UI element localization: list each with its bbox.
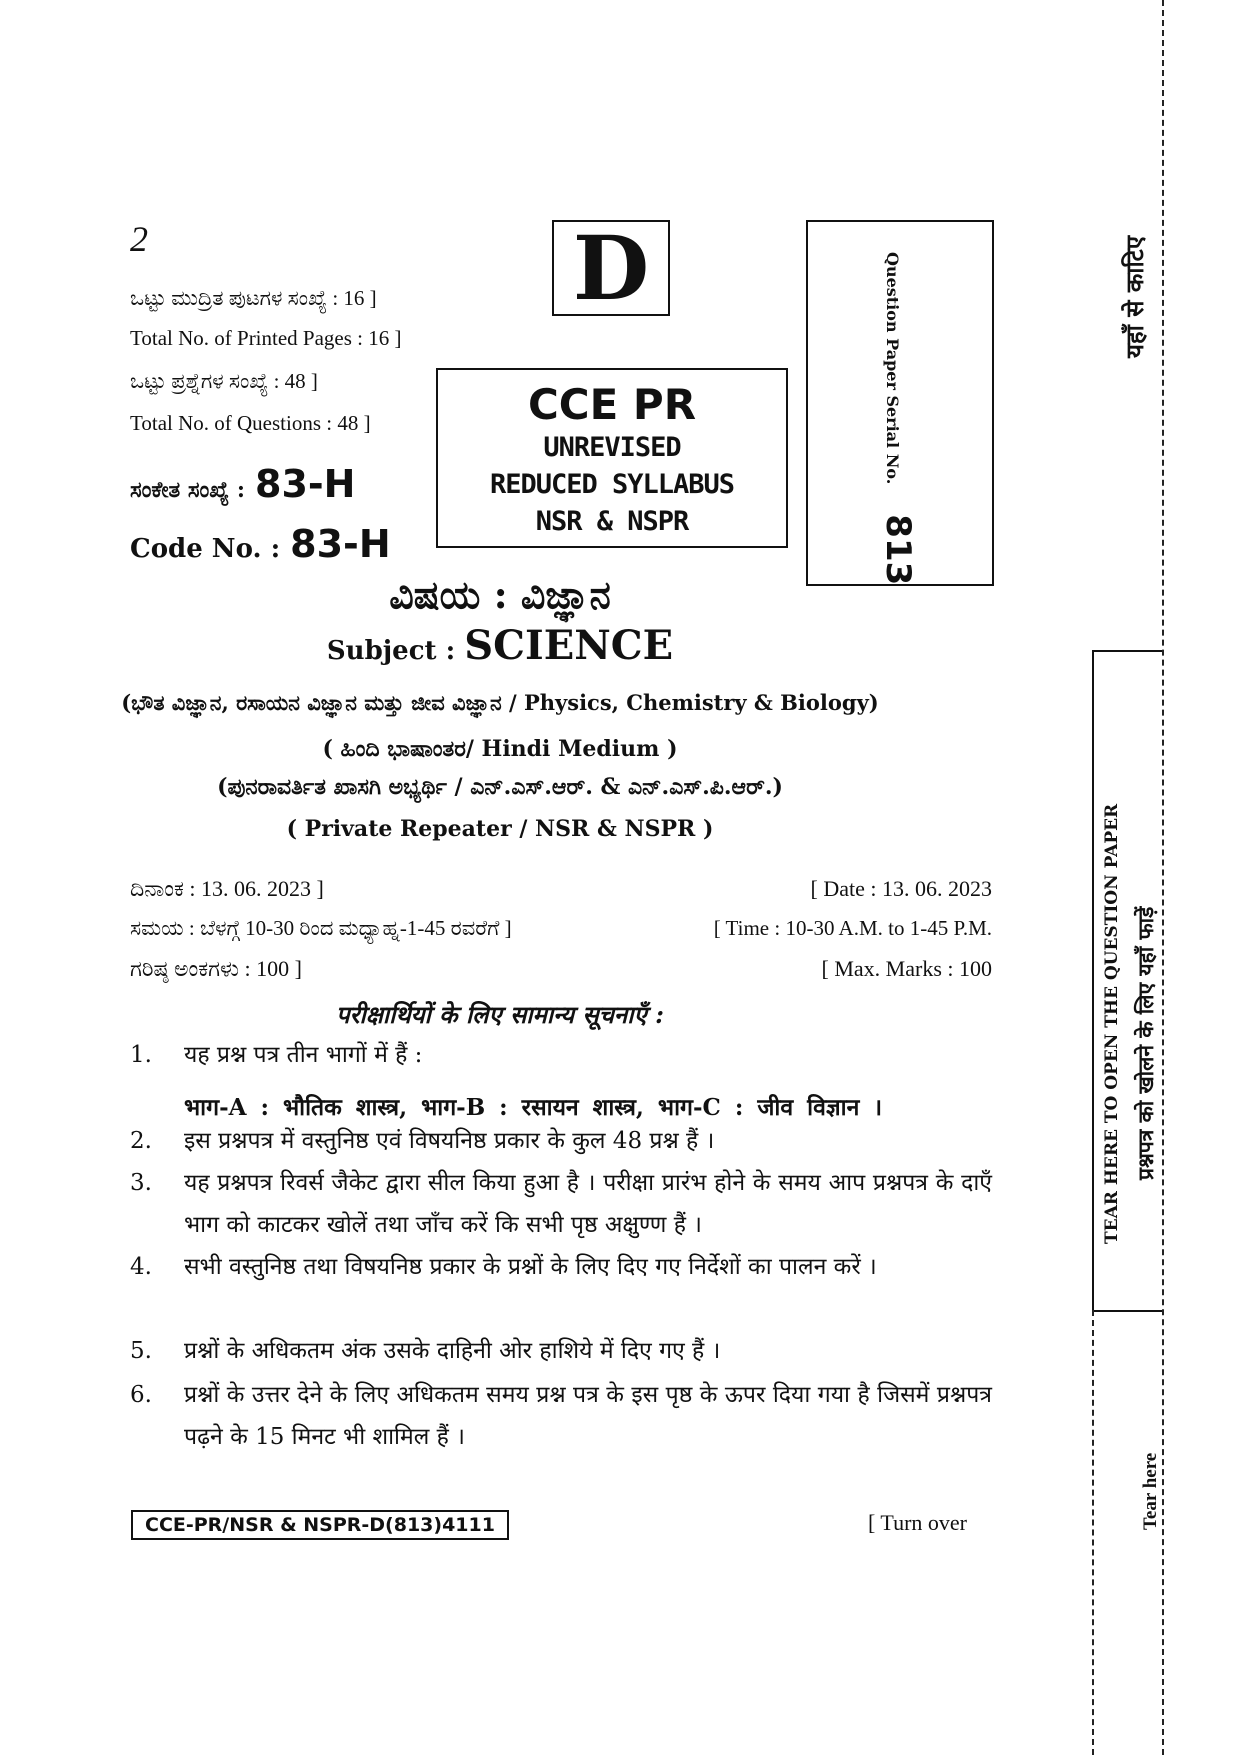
- exam-type-title: CCE PR: [527, 380, 697, 429]
- instruction-text: यह प्रश्नपत्र रिवर्स जैकेट द्वारा सील किया हुआ है । परीक्षा प्रारंभ होने के समय आप प्रश्नपत्र के दाएँ भाग को काटकर खोलें तथा जाँच करें कि सभी पृष्ठ अक्षुण्ण हैं ।: [184, 1170, 992, 1238]
- instruction-item: [130, 1034, 992, 1076]
- exam-type-box: [436, 368, 788, 548]
- code-label-kannada: ಸಂಕೇತ ಸಂಖ್ಯೆ :: [130, 477, 246, 503]
- instruction-item: [130, 1246, 992, 1288]
- code-value: 83-H: [255, 462, 356, 506]
- instruction-number: 3.: [130, 1170, 152, 1196]
- marks-row: [130, 956, 992, 982]
- code-number-english: [130, 522, 391, 566]
- page-number: 2: [130, 219, 148, 259]
- time-row: [130, 916, 992, 941]
- printed-pages-kannada: ಒಟ್ಟು ಮುದ್ರಿತ ಪುಟಗಳ ಸಂಖ್ಯೆ : 16 ]: [130, 286, 377, 310]
- candidate-type-kannada: (ಪುನರಾವರ್ತಿತ ಖಾಸಗಿ ಅಭ್ಯರ್ಥಿ / ಎನ್.ಎಸ್.ಆರ್. & ಎನ್.ಎಸ್.ಪಿ.ಆರ್.): [217, 774, 783, 800]
- instructions-title: परीक्षार्थियों के लिए सामान्य सूचनाएँ :: [336, 1000, 664, 1029]
- cut-here-label: यहाँ से काटिए: [1120, 235, 1149, 358]
- tear-here-label[interactable]: Tear here: [1140, 1452, 1161, 1530]
- marks-english: [ Max. Marks : 100: [821, 956, 992, 981]
- instruction-text: प्रश्नों के अधिकतम अंक उसके दाहिनी ओर हाशिये में दिए गए हैं ।: [184, 1338, 721, 1364]
- code-value: 83-H: [290, 522, 391, 566]
- code-label-english: Code No. :: [130, 534, 281, 564]
- tear-line-outer: [1162, 0, 1164, 1755]
- question-count-kannada: ಒಟ್ಟು ಪ್ರಶ್ನೆಗಳ ಸಂಖ್ಯೆ : 48 ]: [130, 369, 318, 393]
- candidate-type-english: ( Private Repeater / NSR & NSPR ): [286, 816, 714, 842]
- subject-branches: (ಭೌತ ವಿಜ್ಞಾನ, ರಸಾಯನ ವಿಜ್ಞಾನ ಮತ್ತು ಜೀವ ವಿಜ್ಞಾನ / Physics, Chemistry & Biology): [121, 690, 879, 715]
- subject-value: SCIENCE: [464, 622, 674, 669]
- turn-over-note: [ Turn over: [868, 1510, 968, 1535]
- subject-kannada: ವಿಷಯ : ವಿಜ್ಞಾನ: [389, 572, 611, 617]
- tear-instruction-english: TEAR HERE TO OPEN THE QUESTION PAPER: [1102, 803, 1122, 1244]
- instruction-item: [130, 1120, 992, 1162]
- printed-pages-english: Total No. of Printed Pages : 16 ]: [130, 326, 402, 350]
- tear-line-lower: [1092, 1310, 1094, 1755]
- code-number-kannada: [130, 462, 355, 506]
- time-english: [ Time : 10-30 A.M. to 1-45 P.M.: [713, 916, 992, 940]
- date-kannada: ದಿನಾಂಕ : 13. 06. 2023 ]: [130, 876, 324, 901]
- instruction-number: 2.: [130, 1128, 152, 1154]
- version-letter: D: [572, 216, 650, 320]
- subject-medium: ( ಹಿಂದಿ ಭಾಷಾಂತರ/ Hindi Medium ): [322, 736, 678, 762]
- exam-parts: भाग-A : भौतिक शास्त्र, भाग-B : रसायन शास्त्र, भाग-C : जीव विज्ञान ।: [184, 1094, 883, 1121]
- instruction-number: 5.: [130, 1338, 152, 1364]
- tear-instruction-hindi: प्रश्नपत्र को खोलने के लिए यहाँ फाड़ें: [1133, 906, 1158, 1180]
- time-kannada: ಸಮಯ : ಬೆಳಗ್ಗೆ 10-30 ರಿಂದ ಮಧ್ಯಾಹ್ನ-1-45 ರವರೆಗೆ ]: [130, 916, 512, 940]
- instruction-text: इस प्रश्नपत्र में वस्तुनिष्ठ एवं विषयनिष्ठ प्रकार के कुल 48 प्रश्न हैं ।: [184, 1128, 715, 1154]
- subject-english: [0, 622, 1000, 669]
- serial-number-rotated: [878, 252, 918, 585]
- instruction-item: [130, 1162, 992, 1246]
- question-count-english: Total No. of Questions : 48 ]: [130, 411, 371, 435]
- instruction-text: यह प्रश्न पत्र तीन भागों में हैं :: [184, 1042, 423, 1068]
- subject-label: Subject :: [326, 636, 456, 666]
- exam-type-line-unrevised: UNREVISED: [543, 432, 681, 463]
- instruction-text: प्रश्नों के उत्तर देने के लिए अधिकतम समय प्रश्न पत्र के इस पृष्ठ के ऊपर दिया गया है जिसमें प्रश्नपत्र पढ़ने के 15 मिनट भी शामिल हैं ।: [184, 1382, 992, 1450]
- exam-type-line-nsr: NSR & NSPR: [535, 506, 689, 537]
- instruction-number: 1.: [130, 1042, 152, 1068]
- instruction-item: [130, 1330, 992, 1372]
- marks-kannada: ಗರಿಷ್ಠ ಅಂಕಗಳು : 100 ]: [130, 956, 302, 981]
- instruction-number: 6.: [130, 1382, 152, 1408]
- instruction-text: सभी वस्तुनिष्ठ तथा विषयनिष्ठ प्रकार के प्रश्नों के लिए दिए गए निर्देशों का पालन करें ।: [184, 1254, 877, 1280]
- exam-type-line-syllabus: REDUCED SYLLABUS: [489, 469, 735, 500]
- serial-number: 813: [878, 514, 918, 586]
- date-row: [130, 876, 992, 902]
- instruction-item: [130, 1374, 992, 1458]
- serial-label: Question Paper Serial No.: [883, 252, 902, 485]
- date-english: [ Date : 13. 06. 2023: [810, 876, 992, 901]
- footer-paper-code: CCE-PR/NSR & NSPR-D(813)4111: [131, 1510, 509, 1540]
- instruction-number: 4.: [130, 1254, 152, 1280]
- version-letter-box: [552, 216, 670, 320]
